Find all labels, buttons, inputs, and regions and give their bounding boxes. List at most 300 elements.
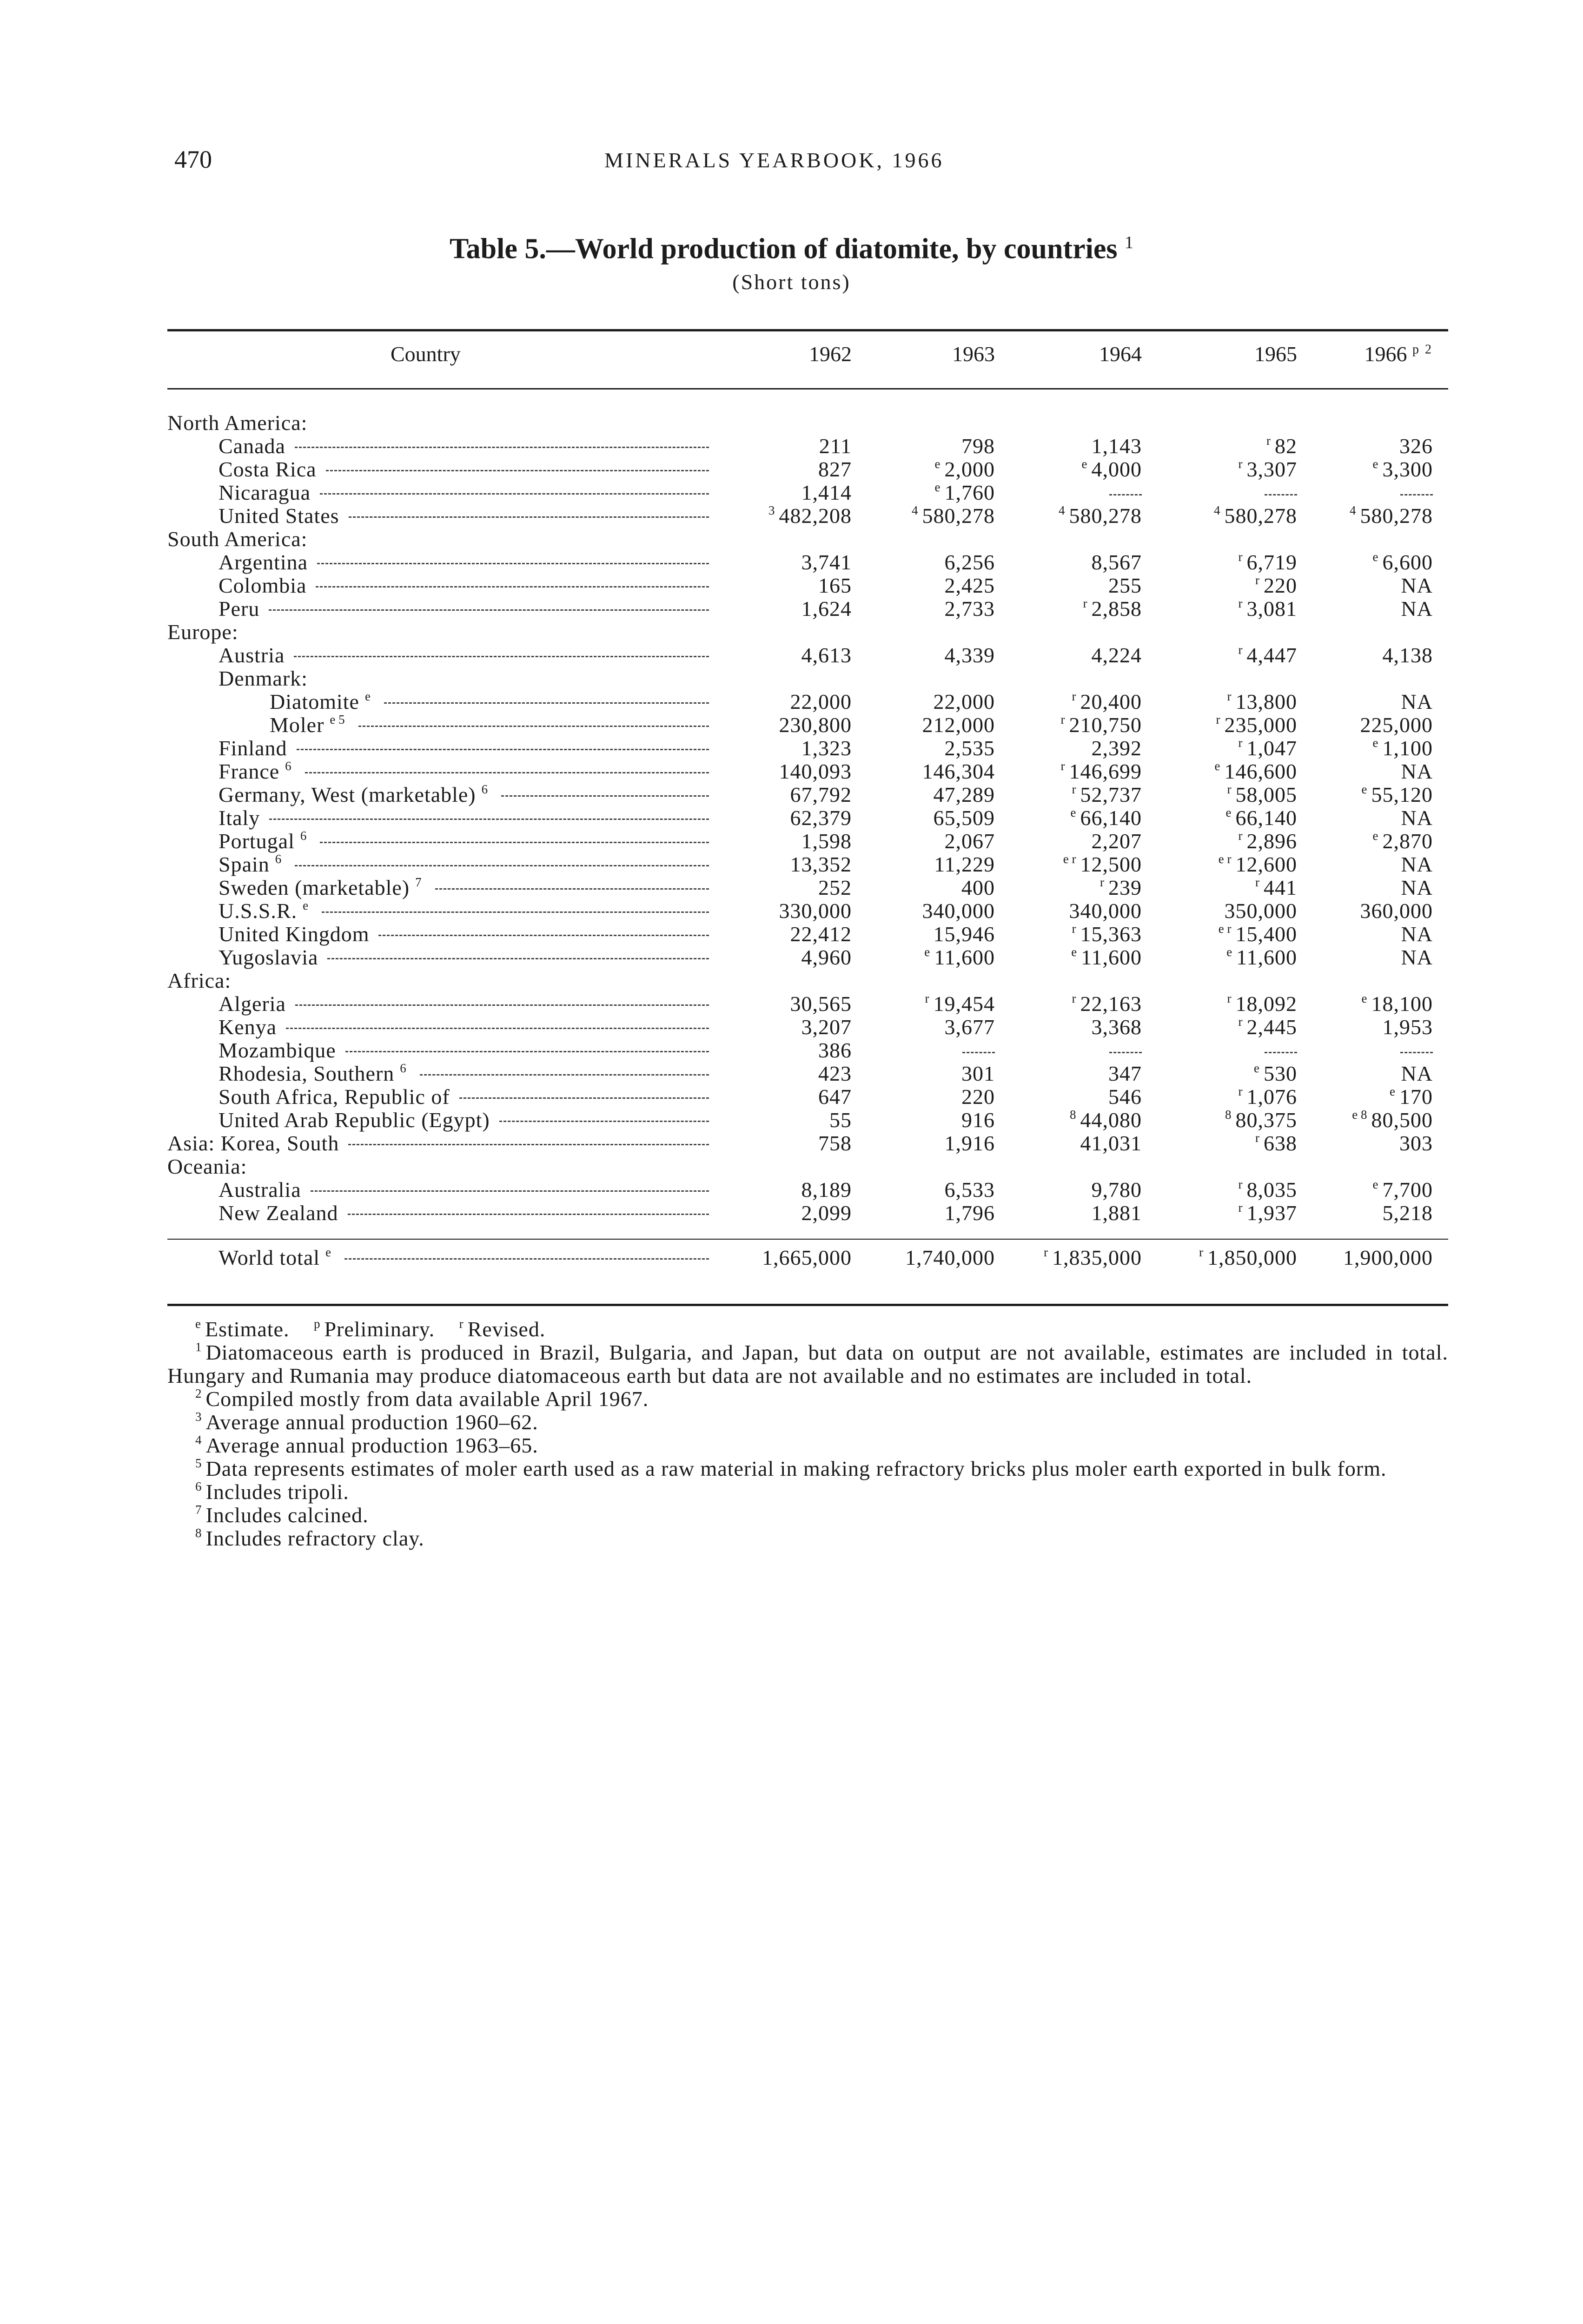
country-label: U.S.S.R. $^e$ — [219, 898, 309, 923]
country-label: Spain $^6$ — [219, 852, 282, 876]
cell-1965 — [1254, 1062, 1297, 1085]
footnote-4: $^4$ Average annual production 1963–65. — [195, 1433, 538, 1457]
cell-1966 — [1401, 760, 1433, 783]
leader-dots — [326, 470, 709, 471]
table-row — [0, 1062, 1583, 1085]
table-row — [0, 783, 1583, 806]
country-footnote-mark: 6 — [285, 759, 291, 773]
country-label: Colombia — [219, 574, 307, 597]
cell-1966 — [1390, 1085, 1433, 1109]
cell-1962 — [818, 458, 852, 481]
table-row — [0, 1178, 1583, 1202]
cell-value: 6,600 — [1382, 550, 1433, 574]
cell-1962 — [762, 1246, 852, 1269]
cell-value: 15,946 — [933, 922, 995, 946]
cell-1963 — [945, 1016, 995, 1039]
cell-footnote-mark: r — [1255, 573, 1259, 587]
leader-dots — [499, 1121, 709, 1122]
cell-1962 — [801, 830, 852, 853]
cell-value: 326 — [1399, 434, 1433, 458]
table-row — [0, 690, 1583, 713]
cell-footnote-mark: r — [1238, 643, 1243, 657]
cell-value: 1,076 — [1246, 1085, 1297, 1109]
cell-value: 1,881 — [1091, 1201, 1142, 1225]
cell-value: 423 — [818, 1062, 852, 1085]
cell-1966 — [1373, 458, 1433, 481]
cell-value: 4,000 — [1091, 457, 1142, 481]
leader-dots — [378, 935, 709, 936]
leader-dots — [320, 842, 709, 843]
country-footnote-mark: 6 — [481, 782, 488, 796]
cell-value: 41,031 — [1080, 1131, 1142, 1155]
cell-footnote-mark: e — [1361, 991, 1367, 1005]
cell-value: 580,278 — [1069, 504, 1142, 528]
cell-1962 — [779, 899, 852, 923]
cell-value: 360,000 — [1360, 899, 1433, 923]
page-number: 470 — [174, 145, 212, 173]
cell-value: 5,218 — [1382, 1201, 1433, 1225]
leader-dots — [501, 795, 709, 797]
cell-value: 80,500 — [1371, 1108, 1433, 1132]
country-footnote-mark: e — [325, 1245, 331, 1259]
cell-1965 — [1239, 551, 1298, 574]
country-label: Asia: Korea, South — [167, 1131, 339, 1155]
cell-value: 65,509 — [933, 806, 995, 830]
cell-1964 — [1072, 783, 1142, 806]
cell-footnote-mark: 4 — [1214, 503, 1220, 517]
cell-value: 47,289 — [933, 783, 995, 806]
leader-dots — [305, 772, 709, 773]
cell-value: NA — [1401, 852, 1433, 876]
table-row — [0, 435, 1583, 458]
cell-footnote-mark: e — [1214, 759, 1220, 773]
cell-1962 — [790, 992, 852, 1016]
cell-1963 — [934, 806, 995, 830]
cell-value: 146,304 — [922, 759, 995, 783]
cell-1962 — [790, 853, 852, 876]
cell-value: 546 — [1108, 1085, 1142, 1109]
cell-value: 1,953 — [1382, 1015, 1433, 1039]
cell-1965 — [1239, 1202, 1298, 1225]
country-footnote-mark: 6 — [400, 1061, 406, 1075]
cell-value: 140,093 — [779, 759, 852, 783]
cell-footnote-mark: e — [1081, 457, 1087, 471]
cell-value: 13,800 — [1235, 690, 1297, 713]
cell-value: 2,535 — [944, 736, 995, 760]
cell-1962 — [801, 1178, 852, 1202]
cell-value: 4,613 — [801, 643, 852, 667]
table-row — [0, 1202, 1583, 1225]
cell-1965 — [1227, 690, 1298, 713]
country-footnote-mark: 6 — [275, 852, 282, 866]
country-label: Argentina — [219, 550, 308, 574]
cell-1964 — [1044, 1246, 1142, 1269]
country-footnote-mark: e — [303, 898, 309, 912]
country-label: Yugoslavia — [219, 945, 318, 969]
cell-value — [1265, 494, 1297, 495]
cell-value: 2,858 — [1091, 597, 1142, 621]
cell-value: 66,140 — [1235, 806, 1297, 830]
cell-1962 — [779, 760, 852, 783]
page-header — [0, 145, 1583, 173]
country-label: Canada — [219, 434, 285, 458]
cell-value: 4,339 — [944, 643, 995, 667]
cell-value: 11,600 — [1236, 945, 1297, 969]
cell-1962 — [829, 1109, 852, 1132]
leader-dots — [295, 447, 709, 448]
cell-footnote-mark: r — [1100, 875, 1104, 889]
cell-footnote-mark: e — [1390, 1084, 1395, 1098]
region-label: Europe: — [167, 620, 238, 644]
cell-footnote-mark: e — [1372, 550, 1378, 564]
cell-value: 210,750 — [1069, 713, 1142, 737]
footnote-7: $^7$ Includes calcined. — [195, 1503, 369, 1527]
country-label: Germany, West (marketable) $^6$ — [219, 782, 488, 806]
cell-1965 — [1255, 876, 1297, 899]
cell-value: 2,870 — [1382, 829, 1433, 853]
cell-value: 146,699 — [1069, 759, 1142, 783]
cell-footnote-mark: r — [1060, 713, 1065, 726]
table-row — [0, 504, 1583, 528]
cell-1964 — [1061, 760, 1142, 783]
cell-footnote-mark: r — [1238, 1015, 1243, 1029]
cell-1964 — [1071, 806, 1142, 830]
table-row — [0, 899, 1583, 923]
country-label: Diatomite $^e$ — [270, 689, 371, 713]
cell-1964 — [1072, 992, 1142, 1016]
cell-footnote-mark: e r — [1218, 922, 1232, 936]
cell-value: 1,047 — [1246, 736, 1297, 760]
region-row — [0, 621, 1583, 644]
cell-value: 8,035 — [1246, 1178, 1297, 1202]
cell-1964 — [1092, 830, 1142, 853]
cell-1963 — [912, 504, 995, 528]
cell-value — [962, 1052, 995, 1053]
table-body — [0, 411, 1583, 1269]
leader-dots — [317, 563, 709, 564]
column-header-1965: 1965 — [1254, 342, 1297, 366]
cell-value: 22,163 — [1080, 992, 1142, 1016]
cell-footnote-mark: 4 — [1350, 503, 1356, 517]
cell-value: 1,740,000 — [905, 1246, 995, 1269]
leader-dots — [316, 586, 709, 588]
cell-value: 146,600 — [1224, 759, 1297, 783]
country-label: Peru — [219, 597, 260, 621]
country-label: Finland — [219, 736, 287, 760]
country-label: Sweden (marketable) $^7$ — [219, 875, 422, 899]
cell-value: 1,835,000 — [1052, 1246, 1142, 1269]
cell-1963 — [924, 946, 995, 969]
cell-1966 — [1399, 435, 1433, 458]
cell-footnote-mark: r — [1238, 1084, 1243, 1098]
cell-value: 255 — [1108, 574, 1142, 597]
country-label: Mozambique — [219, 1038, 336, 1062]
region-row — [0, 528, 1583, 551]
cell-1962 — [801, 481, 852, 504]
cell-footnote-mark: r — [1238, 829, 1243, 843]
cell-footnote-mark: e — [1372, 457, 1378, 471]
running-title: MINERALS YEARBOOK, 1966 — [604, 148, 944, 172]
cell-1963 — [934, 923, 995, 946]
cell-value: 6,719 — [1246, 550, 1297, 574]
cell-1964 — [1082, 458, 1142, 481]
column-header-1966 — [1364, 342, 1433, 366]
cell-1965 — [1226, 806, 1297, 830]
cell-value: 22,000 — [933, 690, 995, 713]
cell-1964 — [1109, 481, 1142, 504]
cell-1965 — [1255, 574, 1297, 597]
country-footnote-mark: e — [364, 689, 371, 703]
cell-value: 212,000 — [922, 713, 995, 737]
cell-1964 — [1092, 644, 1142, 667]
cell-value: 1,796 — [944, 1201, 995, 1225]
cell-1964 — [1072, 923, 1142, 946]
country-label: Portugal $^6$ — [219, 829, 307, 853]
cell-value: 3,677 — [944, 1015, 995, 1039]
table-row — [0, 713, 1583, 737]
cell-value: 580,278 — [1360, 504, 1433, 528]
cell-footnote-mark: r — [1255, 1131, 1259, 1145]
cell-value: 827 — [818, 457, 852, 481]
cell-1966 — [1399, 1132, 1433, 1155]
cell-value: 347 — [1108, 1062, 1142, 1085]
cell-footnote-mark: r — [1238, 550, 1243, 564]
cell-value: 303 — [1399, 1131, 1433, 1155]
cell-value: 638 — [1264, 1131, 1297, 1155]
cell-1965 — [1225, 899, 1298, 923]
cell-value: 6,256 — [944, 550, 995, 574]
cell-1962 — [819, 435, 852, 458]
cell-footnote-mark: e r — [1218, 852, 1232, 866]
table-top-rule — [167, 329, 1448, 331]
cell-1962 — [801, 946, 852, 969]
leader-dots — [345, 1051, 709, 1052]
country-label: United Kingdom — [219, 922, 370, 946]
cell-1962 — [818, 1039, 852, 1062]
cell-1966 — [1383, 644, 1433, 667]
cell-value: 916 — [961, 1108, 995, 1132]
cell-value: 1,100 — [1382, 736, 1433, 760]
column-header-country: Country — [391, 342, 461, 366]
cell-1962 — [779, 713, 852, 737]
cell-value: 52,737 — [1080, 783, 1142, 806]
cell-value: 19,454 — [933, 992, 995, 1016]
cell-1965 — [1265, 1039, 1297, 1062]
cell-1965 — [1216, 713, 1298, 737]
cell-value: 2,207 — [1091, 829, 1142, 853]
cell-footnote-mark: r — [1072, 991, 1076, 1005]
cell-1962 — [801, 1202, 852, 1225]
cell-footnote-mark: r — [1238, 457, 1243, 471]
cell-value: 225,000 — [1360, 713, 1433, 737]
footnote-1: $^1$ Diatomaceous earth is produced in Brazil, Bulgaria, and Japan, but data on output are not available, estimates are included in total. Hungary and Rumania may produce diatomaceous earth but data are not available and no estimates are included in total. — [167, 1340, 1448, 1387]
cell-1962 — [790, 783, 852, 806]
leader-dots — [295, 865, 709, 866]
cell-1964 — [1080, 1132, 1142, 1155]
cell-footnote-mark: r — [1227, 782, 1232, 796]
leader-dots — [358, 726, 709, 727]
cell-value: 1,414 — [801, 481, 852, 504]
cell-1964 — [1083, 597, 1142, 621]
cell-1962 — [818, 876, 852, 899]
cell-value: 1,323 — [801, 736, 852, 760]
cell-1966 — [1401, 853, 1433, 876]
region-label: Oceania: — [167, 1155, 247, 1178]
cell-value: 3,207 — [801, 1015, 852, 1039]
cell-1963 — [934, 690, 995, 713]
cell-1963 — [945, 1202, 995, 1225]
leader-dots — [420, 1074, 709, 1076]
cell-1964 — [1070, 1109, 1142, 1132]
cell-1966 — [1401, 946, 1433, 969]
cell-footnote-mark: r — [1238, 1201, 1243, 1215]
cell-value: NA — [1401, 597, 1433, 621]
cell-1966 — [1362, 783, 1433, 806]
cell-1966 — [1401, 923, 1433, 946]
cell-1964 — [1072, 690, 1142, 713]
cell-1963 — [961, 435, 995, 458]
cell-1964 — [1092, 435, 1142, 458]
cell-1962 — [790, 690, 852, 713]
cell-footnote-mark: e — [1071, 945, 1077, 959]
region-row — [0, 411, 1583, 435]
footnotes — [167, 1318, 1448, 1550]
cell-footnote-mark: r — [1072, 689, 1076, 703]
cell-value: 55,120 — [1371, 783, 1433, 806]
cell-value: 8,189 — [801, 1178, 852, 1202]
cell-1966 — [1373, 551, 1433, 574]
cell-footnote-mark: e — [1254, 1061, 1259, 1075]
cell-1963 — [945, 597, 995, 621]
cell-value: 2,445 — [1246, 1015, 1297, 1039]
country-label: Australia — [219, 1178, 301, 1202]
cell-value: 580,278 — [1224, 504, 1297, 528]
country-label: Algeria — [219, 992, 286, 1016]
cell-value: 15,363 — [1080, 922, 1142, 946]
cell-value: 330,000 — [779, 899, 852, 923]
cell-value: 1,760 — [944, 481, 995, 504]
cell-value: 3,368 — [1091, 1015, 1142, 1039]
table-row — [0, 760, 1583, 783]
footnote-legend — [167, 1318, 1448, 1341]
cell-1964 — [1071, 946, 1142, 969]
table-row — [0, 923, 1583, 946]
region-label: North America: — [167, 411, 308, 435]
cell-1966 — [1401, 806, 1433, 830]
cell-value — [1109, 1052, 1142, 1053]
footnote-8: $^8$ Includes refractory clay. — [195, 1526, 424, 1550]
cell-1965 — [1239, 830, 1298, 853]
legend-estimate: $^e$ Estimate. — [195, 1317, 290, 1341]
cell-1964 — [1063, 853, 1142, 876]
leader-dots — [297, 749, 709, 750]
leader-dots — [269, 609, 709, 611]
cell-footnote-mark: e 8 — [1352, 1108, 1367, 1122]
cell-1966 — [1360, 899, 1433, 923]
cell-value: NA — [1401, 690, 1433, 713]
cell-1963 — [945, 737, 995, 760]
cell-footnote-mark: e — [934, 457, 941, 471]
cell-value: 20,400 — [1080, 690, 1142, 713]
leader-dots — [320, 493, 709, 495]
country-label: United Arab Republic (Egypt) — [219, 1108, 490, 1132]
cell-value: 4,447 — [1246, 643, 1297, 667]
cell-footnote-mark: 8 — [1070, 1108, 1076, 1122]
cell-value: NA — [1401, 945, 1433, 969]
cell-value: 3,081 — [1246, 597, 1297, 621]
cell-1963 — [945, 830, 995, 853]
table-row — [0, 644, 1583, 667]
cell-1962 — [801, 551, 852, 574]
cell-value: 1,937 — [1246, 1201, 1297, 1225]
legend-revised: $^r$ Revised. — [459, 1317, 546, 1341]
cell-value: 340,000 — [1069, 899, 1142, 923]
cell-value: 758 — [818, 1131, 852, 1155]
cell-1963 — [961, 1109, 995, 1132]
cell-value: 2,896 — [1246, 829, 1297, 853]
cell-value: NA — [1401, 759, 1433, 783]
cell-value: 4,138 — [1382, 643, 1433, 667]
cell-1965 — [1239, 1016, 1298, 1039]
country-label: World total $^e$ — [219, 1245, 331, 1269]
table-row — [0, 597, 1583, 621]
cell-1962 — [801, 737, 852, 760]
cell-value: 340,000 — [922, 899, 995, 923]
cell-1964 — [1109, 1039, 1142, 1062]
cell-value: 1,143 — [1091, 434, 1142, 458]
country-footnote-mark: 6 — [300, 829, 307, 843]
cell-1963 — [922, 899, 995, 923]
table-row — [0, 946, 1583, 969]
cell-1965 — [1215, 760, 1297, 783]
cell-1965 — [1266, 435, 1297, 458]
table-row — [0, 1016, 1583, 1039]
cell-1965 — [1239, 458, 1298, 481]
cell-value: 1,665,000 — [762, 1246, 852, 1269]
cell-footnote-mark: e — [934, 480, 941, 494]
table-row — [0, 1132, 1583, 1155]
cell-footnote-mark: 4 — [912, 503, 918, 517]
leader-dots — [269, 819, 709, 820]
footnote-5: $^5$ Data represents estimates of moler earth used as a raw material in making refractory bricks plus moler earth exported in bulk form. — [195, 1456, 1387, 1480]
cell-value: NA — [1401, 1062, 1433, 1085]
cell-1963 — [905, 1246, 995, 1269]
cell-1965 — [1239, 1178, 1298, 1202]
cell-value: 2,067 — [944, 829, 995, 853]
cell-1965 — [1239, 1085, 1298, 1109]
cell-1966 — [1350, 504, 1433, 528]
cell-1964 — [1061, 713, 1142, 737]
cell-footnote-mark: e — [1372, 829, 1378, 843]
cell-footnote-mark: e r — [1063, 852, 1076, 866]
cell-1966 — [1401, 597, 1433, 621]
table-row — [0, 737, 1583, 760]
cell-footnote-mark: r — [1255, 875, 1259, 889]
cell-1966 — [1401, 690, 1433, 713]
cell-1962 — [801, 644, 852, 667]
country-label: United States — [219, 504, 339, 528]
cell-1963 — [962, 1039, 995, 1062]
cell-1962 — [768, 504, 852, 528]
cell-1964 — [1092, 1202, 1142, 1225]
cell-1965 — [1265, 481, 1297, 504]
cell-footnote-mark: e — [1372, 1177, 1378, 1191]
cell-1964 — [1092, 551, 1142, 574]
cell-value: 2,425 — [944, 574, 995, 597]
cell-1966 — [1401, 1062, 1433, 1085]
table-row — [0, 806, 1583, 830]
leader-dots — [384, 702, 709, 704]
